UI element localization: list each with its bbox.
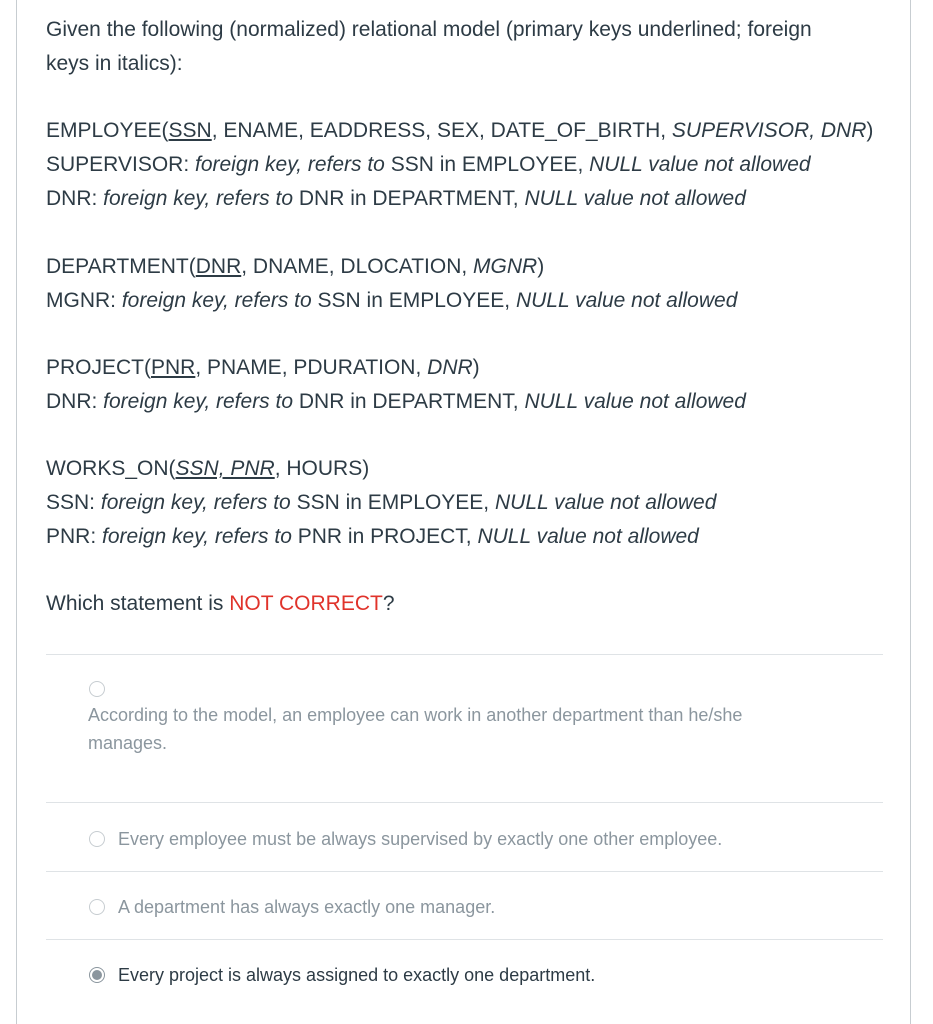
department-open: DEPARTMENT(	[46, 255, 196, 278]
project-fk: DNR	[427, 356, 473, 379]
answer-divider	[46, 802, 883, 803]
answer-option-3[interactable]: A department has always exactly one manager.	[118, 897, 496, 917]
employee-close: )	[866, 119, 874, 142]
intro-line-1: Given the following (normalized) relational model (primary keys underlined; foreign	[46, 18, 812, 41]
answer-label: manages.	[88, 733, 168, 753]
question-highlight: NOT CORRECT	[229, 592, 383, 615]
department-fk: MGNR	[473, 255, 538, 278]
department-fk-mgnr	[46, 288, 737, 314]
question-prompt	[46, 591, 395, 617]
answer-radio-4-selected[interactable]	[89, 967, 105, 983]
works-on-pk: SSN, PNR	[175, 457, 275, 480]
fk-ref: DNR in DEPARTMENT,	[293, 187, 525, 210]
works-on-fk-pnr	[46, 524, 699, 550]
fk-null: NULL value not allowed	[524, 187, 746, 210]
fk-desc: foreign key, refers to	[102, 525, 292, 548]
department-close: )	[537, 255, 545, 278]
employee-fk-dnr	[46, 186, 746, 212]
answer-option-2[interactable]: Every employee must be always supervised by exactly one other employee.	[118, 829, 723, 849]
answer-label: According to the model, an employee can work in another department than he/she	[88, 705, 743, 725]
project-open: PROJECT(	[46, 356, 151, 379]
fk-ref: SSN in EMPLOYEE,	[290, 491, 495, 514]
works-on-schema	[46, 456, 369, 482]
project-fk-dnr	[46, 389, 746, 415]
fk-null: NULL value not allowed	[524, 390, 746, 413]
project-schema	[46, 355, 480, 381]
answer-divider	[46, 871, 883, 872]
answer-radio-1[interactable]	[89, 681, 105, 697]
fk-desc: foreign key, refers to	[100, 491, 291, 514]
department-attrs: , DNAME, DLOCATION,	[241, 255, 474, 278]
intro-line-2: keys in italics):	[46, 52, 183, 75]
fk-null: NULL value not allowed	[494, 491, 717, 514]
answer-divider	[46, 939, 883, 940]
answer-option-1[interactable]	[88, 701, 878, 757]
works-on-attrs: , HOURS	[274, 457, 363, 480]
fk-ref: SSN in EMPLOYEE,	[311, 289, 516, 312]
answer-divider	[46, 654, 883, 655]
question-prefix: Which statement is	[46, 592, 230, 615]
fk-null: NULL value not allowed	[515, 289, 738, 312]
employee-fk-supervisor	[46, 152, 811, 178]
employee-schema	[46, 118, 873, 144]
answer-radio-3[interactable]	[89, 899, 105, 915]
project-close: )	[472, 356, 480, 379]
department-schema	[46, 254, 544, 280]
fk-desc: foreign key, refers to	[195, 153, 385, 176]
fk-ref: SSN in EMPLOYEE,	[384, 153, 590, 176]
answer-option-4[interactable]: Every project is always assigned to exactly one department.	[118, 965, 596, 985]
fk-desc: foreign key, refers to	[103, 187, 294, 210]
fk-name: PNR:	[46, 525, 103, 548]
employee-open: EMPLOYEE(	[46, 119, 169, 142]
employee-pk: SSN	[168, 119, 212, 142]
project-attrs: , PNAME, PDURATION,	[195, 356, 428, 379]
works-on-open: WORKS_ON(	[46, 457, 176, 480]
fk-name: DNR:	[46, 390, 104, 413]
project-pk: PNR	[151, 356, 196, 379]
fk-ref: DNR in DEPARTMENT,	[293, 390, 525, 413]
works-on-fk-ssn	[46, 490, 716, 516]
answer-radio-2[interactable]	[89, 831, 105, 847]
fk-name: SUPERVISOR:	[46, 153, 195, 176]
fk-name: SSN:	[46, 491, 101, 514]
fk-ref: PNR in PROJECT,	[291, 525, 478, 548]
fk-name: DNR:	[46, 187, 104, 210]
fk-null: NULL value not allowed	[589, 153, 811, 176]
fk-name: MGNR:	[46, 289, 122, 312]
department-pk: DNR	[195, 255, 242, 278]
fk-desc: foreign key, refers to	[103, 390, 294, 413]
works-on-close: )	[362, 457, 370, 480]
fk-desc: foreign key, refers to	[121, 289, 312, 312]
employee-attrs: , ENAME, EADDRESS, SEX, DATE_OF_BIRTH,	[211, 119, 672, 142]
question-suffix: ?	[382, 592, 395, 615]
fk-null: NULL value not allowed	[477, 525, 699, 548]
employee-fk: SUPERVISOR, DNR	[671, 119, 867, 142]
